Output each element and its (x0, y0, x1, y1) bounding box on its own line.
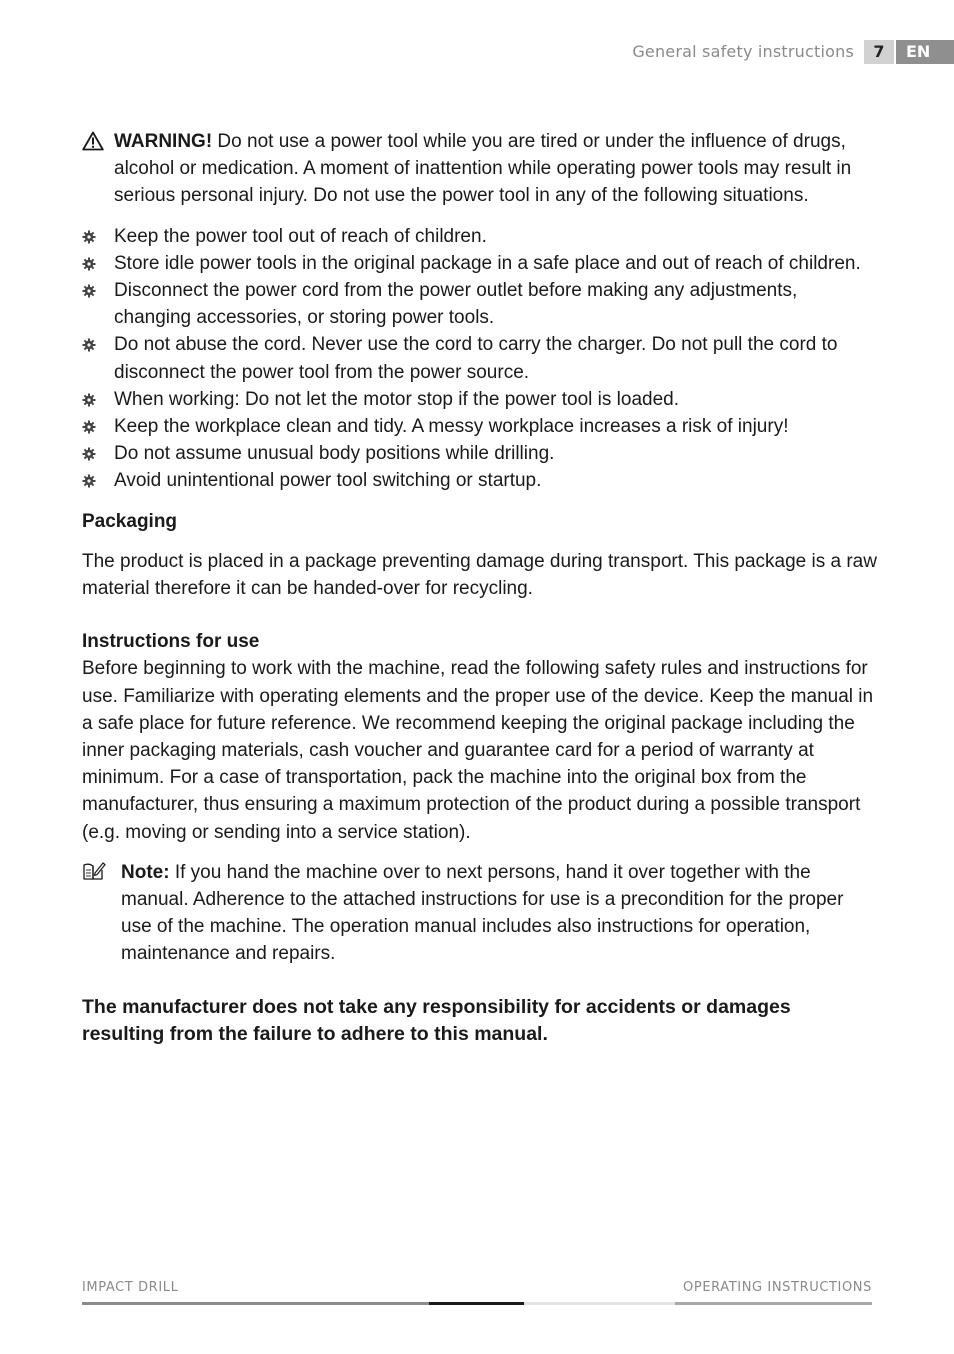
bullet-text: Keep the power tool out of reach of children. (114, 225, 487, 247)
gear-bullet-icon (82, 257, 96, 271)
gear-bullet-icon (82, 447, 96, 461)
packaging-heading: Packaging (82, 510, 178, 532)
bullet-text: Disconnect the power cord from the power outlet before making any adjustments, changing accessories, or storing power tools. (114, 280, 798, 329)
instructions-heading: Instructions for use (82, 631, 260, 653)
safety-bullet-list (82, 223, 877, 495)
gear-bullet-icon (82, 284, 96, 298)
warning-block (82, 128, 877, 210)
bullet-text: Do not assume unusual body positions while drilling. (114, 443, 555, 465)
footer-bar-segment (675, 1302, 872, 1305)
footer-bar (82, 1302, 872, 1305)
list-item (82, 386, 877, 413)
list-item (82, 467, 877, 494)
note-book-icon (82, 861, 106, 881)
warning-triangle-icon (82, 131, 104, 151)
bullet-text: When working: Do not let the motor stop if the power tool is loaded. (114, 388, 680, 410)
page-content (82, 128, 877, 1048)
packaging-text: The product is placed in a package preventing damage during transport. This package is a raw material therefore it can be handed-over for recycling. (82, 550, 877, 600)
manufacturer-disclaimer: The manufacturer does not take any responsibility for accidents or damages resulting from the failure to adhere to this manual. (82, 995, 791, 1045)
note-text: If you hand the machine over to next persons, hand it over together with the manual. Adherence to the attached instructions for use is a precondition for the proper use of the machine. The operation manual includes also instructions for operation, maintenance and repairs. (121, 861, 844, 965)
bullet-text: Do not abuse the cord. Never use the cord to carry the charger. Do not pull the cord to disconnect the power tool from the power source. (114, 334, 838, 383)
footer-product-name: IMPACT DRILL (82, 1280, 179, 1295)
bullet-text: Store idle power tools in the original package in a safe place and out of reach of children. (114, 252, 861, 274)
section-title: General safety instructions (632, 42, 854, 61)
gear-bullet-icon (82, 420, 96, 434)
bullet-text: Keep the workplace clean and tidy. A messy workplace increases a risk of injury! (114, 416, 789, 438)
list-item (82, 413, 877, 440)
footer-document-type: OPERATING INSTRUCTIONS (683, 1280, 872, 1295)
list-item (82, 250, 877, 277)
bullet-text: Avoid unintentional power tool switching or startup. (114, 470, 542, 492)
warning-text: Do not use a power tool while you are tired or under the influence of drugs, alcohol or medication. A moment of inattention while operating power tools may result in serious personal injury. Do not use the power tool in any of the following situations. (114, 131, 852, 207)
warning-label: WARNING! (114, 131, 213, 152)
list-item (82, 331, 877, 385)
page-number: 7 (864, 40, 894, 64)
list-item (82, 223, 877, 250)
list-item (82, 277, 877, 331)
list-item (82, 440, 877, 467)
footer-bar-segment (429, 1302, 524, 1305)
instructions-text: Before beginning to work with the machine, read the following safety rules and instructions for use. Familiarize with operating elements and the proper use of the device. Keep the manual in a safe place for future reference. We recommend keeping the original package including the inner packaging materials, cash voucher and guarantee card for a period of warranty at minimum. For a case of transportation, pack the machine into the original box from the manufacturer, thus ensuring a maximum protection of the product during a possible transport (e.g. moving or sending into a service station). (82, 658, 874, 843)
footer-bar-segment (524, 1302, 675, 1305)
language-tab: EN (896, 40, 954, 64)
gear-bullet-icon (82, 230, 96, 244)
note-block (82, 859, 877, 968)
note-label: Note: (121, 861, 170, 883)
footer-bar-segment (82, 1302, 429, 1305)
gear-bullet-icon (82, 474, 96, 488)
gear-bullet-icon (82, 338, 96, 352)
gear-bullet-icon (82, 393, 96, 407)
